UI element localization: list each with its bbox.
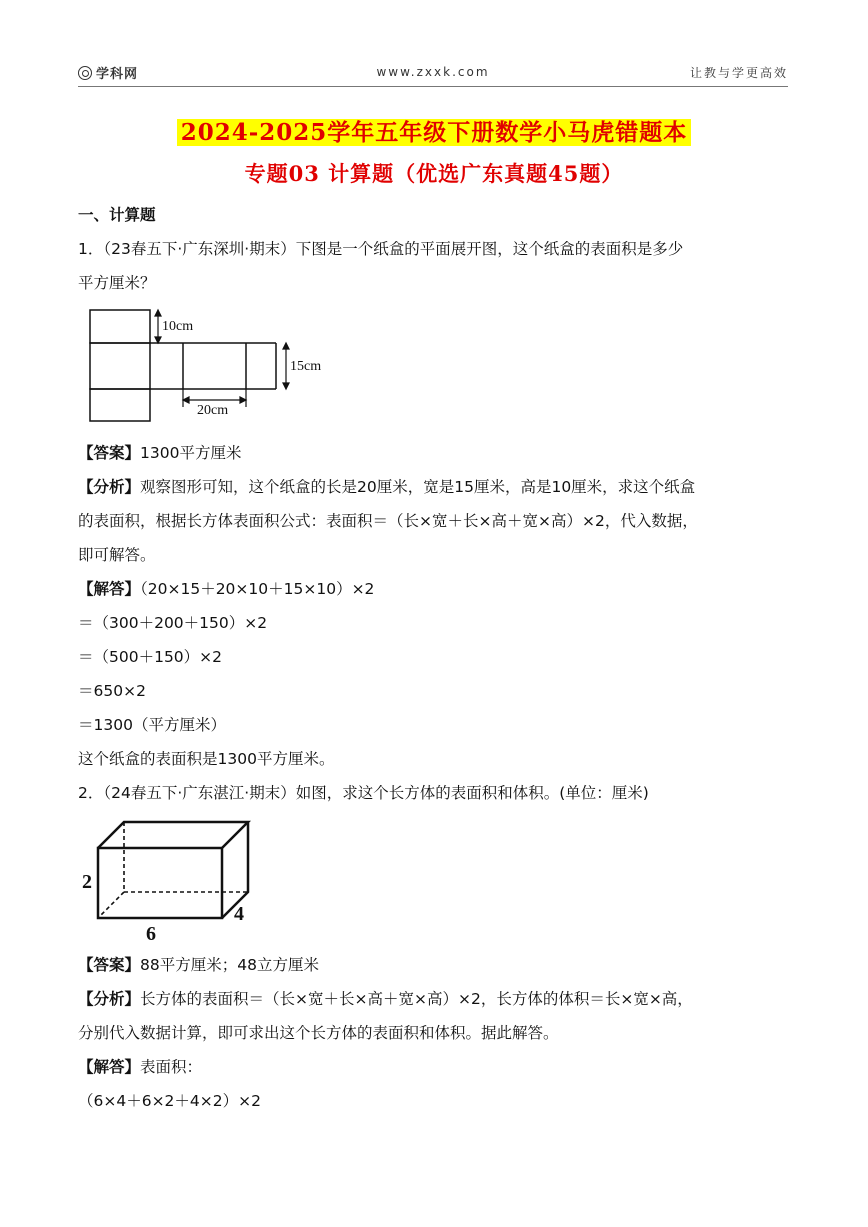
q2-cuboid-figure [78,814,268,946]
q2-label-6: 6 [146,923,156,945]
q2-label-4: 4 [234,903,244,925]
q1-solution-line4: ＝650×2 [78,682,146,700]
q1-stem-line1: 1．（23春五下·广东深圳·期末）下图是一个纸盒的平面展开图，这个纸盒的表面积是多少 [78,240,684,258]
q1-solution-line3: ＝（500＋150）×2 [78,648,223,666]
q2-label-2: 2 [82,871,92,893]
q2-stem: 2．（24春五下·广东湛江·期末）如图，求这个长方体的表面积和体积。(单位：厘米) [78,784,649,802]
section-heading: 一、计算题 [78,206,156,224]
slogan: 让教与学更高效 [689,66,788,80]
q1-conclusion: 这个纸盒的表面积是1300平方厘米。 [78,750,335,768]
q1-label-15cm: 15cm [290,359,322,374]
q1-solution-line2: ＝（300＋200＋150）×2 [78,614,268,632]
q1-stem-line2: 平方厘米？ [78,274,156,292]
q1-net-figure [80,304,340,424]
q1-analysis-line1: 【分析】观察图形可知，这个纸盒的长是20厘米，宽是15厘米，高是10厘米，求这个纸盒 [78,478,696,496]
q2-analysis-line1: 【分析】长方体的表面积＝（长×宽＋长×高＋宽×高）×2，长方体的体积＝长×宽×高， [78,990,693,1008]
q1-analysis-line3: 即可解答。 [78,546,156,564]
q2-analysis-line2: 分别代入数据计算，即可求出这个长方体的表面积和体积。据此解答。 [78,1024,559,1042]
title-line2: 专题03 计算题（优选广东真题45题） [244,161,624,186]
q2-solution-line1: 【解答】表面积： [78,1058,203,1076]
logo-text: 学科网 [96,67,139,82]
q1-analysis-line2: 的表面积，根据长方体表面积公式：表面积＝（长×宽＋长×高＋宽×高）×2，代入数据， [78,512,698,530]
site-url: www.zxxk.com [376,65,490,79]
q1-solution-line5: ＝1300（平方厘米） [78,716,226,734]
q2-answer: 【答案】88平方厘米；48立方厘米 [78,956,319,974]
page-header [78,60,788,87]
q1-solution-line1: 【解答】（20×15＋20×10＋15×10）×2 [78,580,375,598]
q1-label-10cm: 10cm [162,319,194,334]
title-line1: 2024-2025学年五年级下册数学小马虎错题本 [0,114,868,147]
q1-answer: 【答案】1300平方厘米 [78,444,242,462]
q2-solution-line2: （6×4＋6×2＋4×2）×2 [78,1092,261,1110]
q1-label-20cm: 20cm [197,403,229,418]
